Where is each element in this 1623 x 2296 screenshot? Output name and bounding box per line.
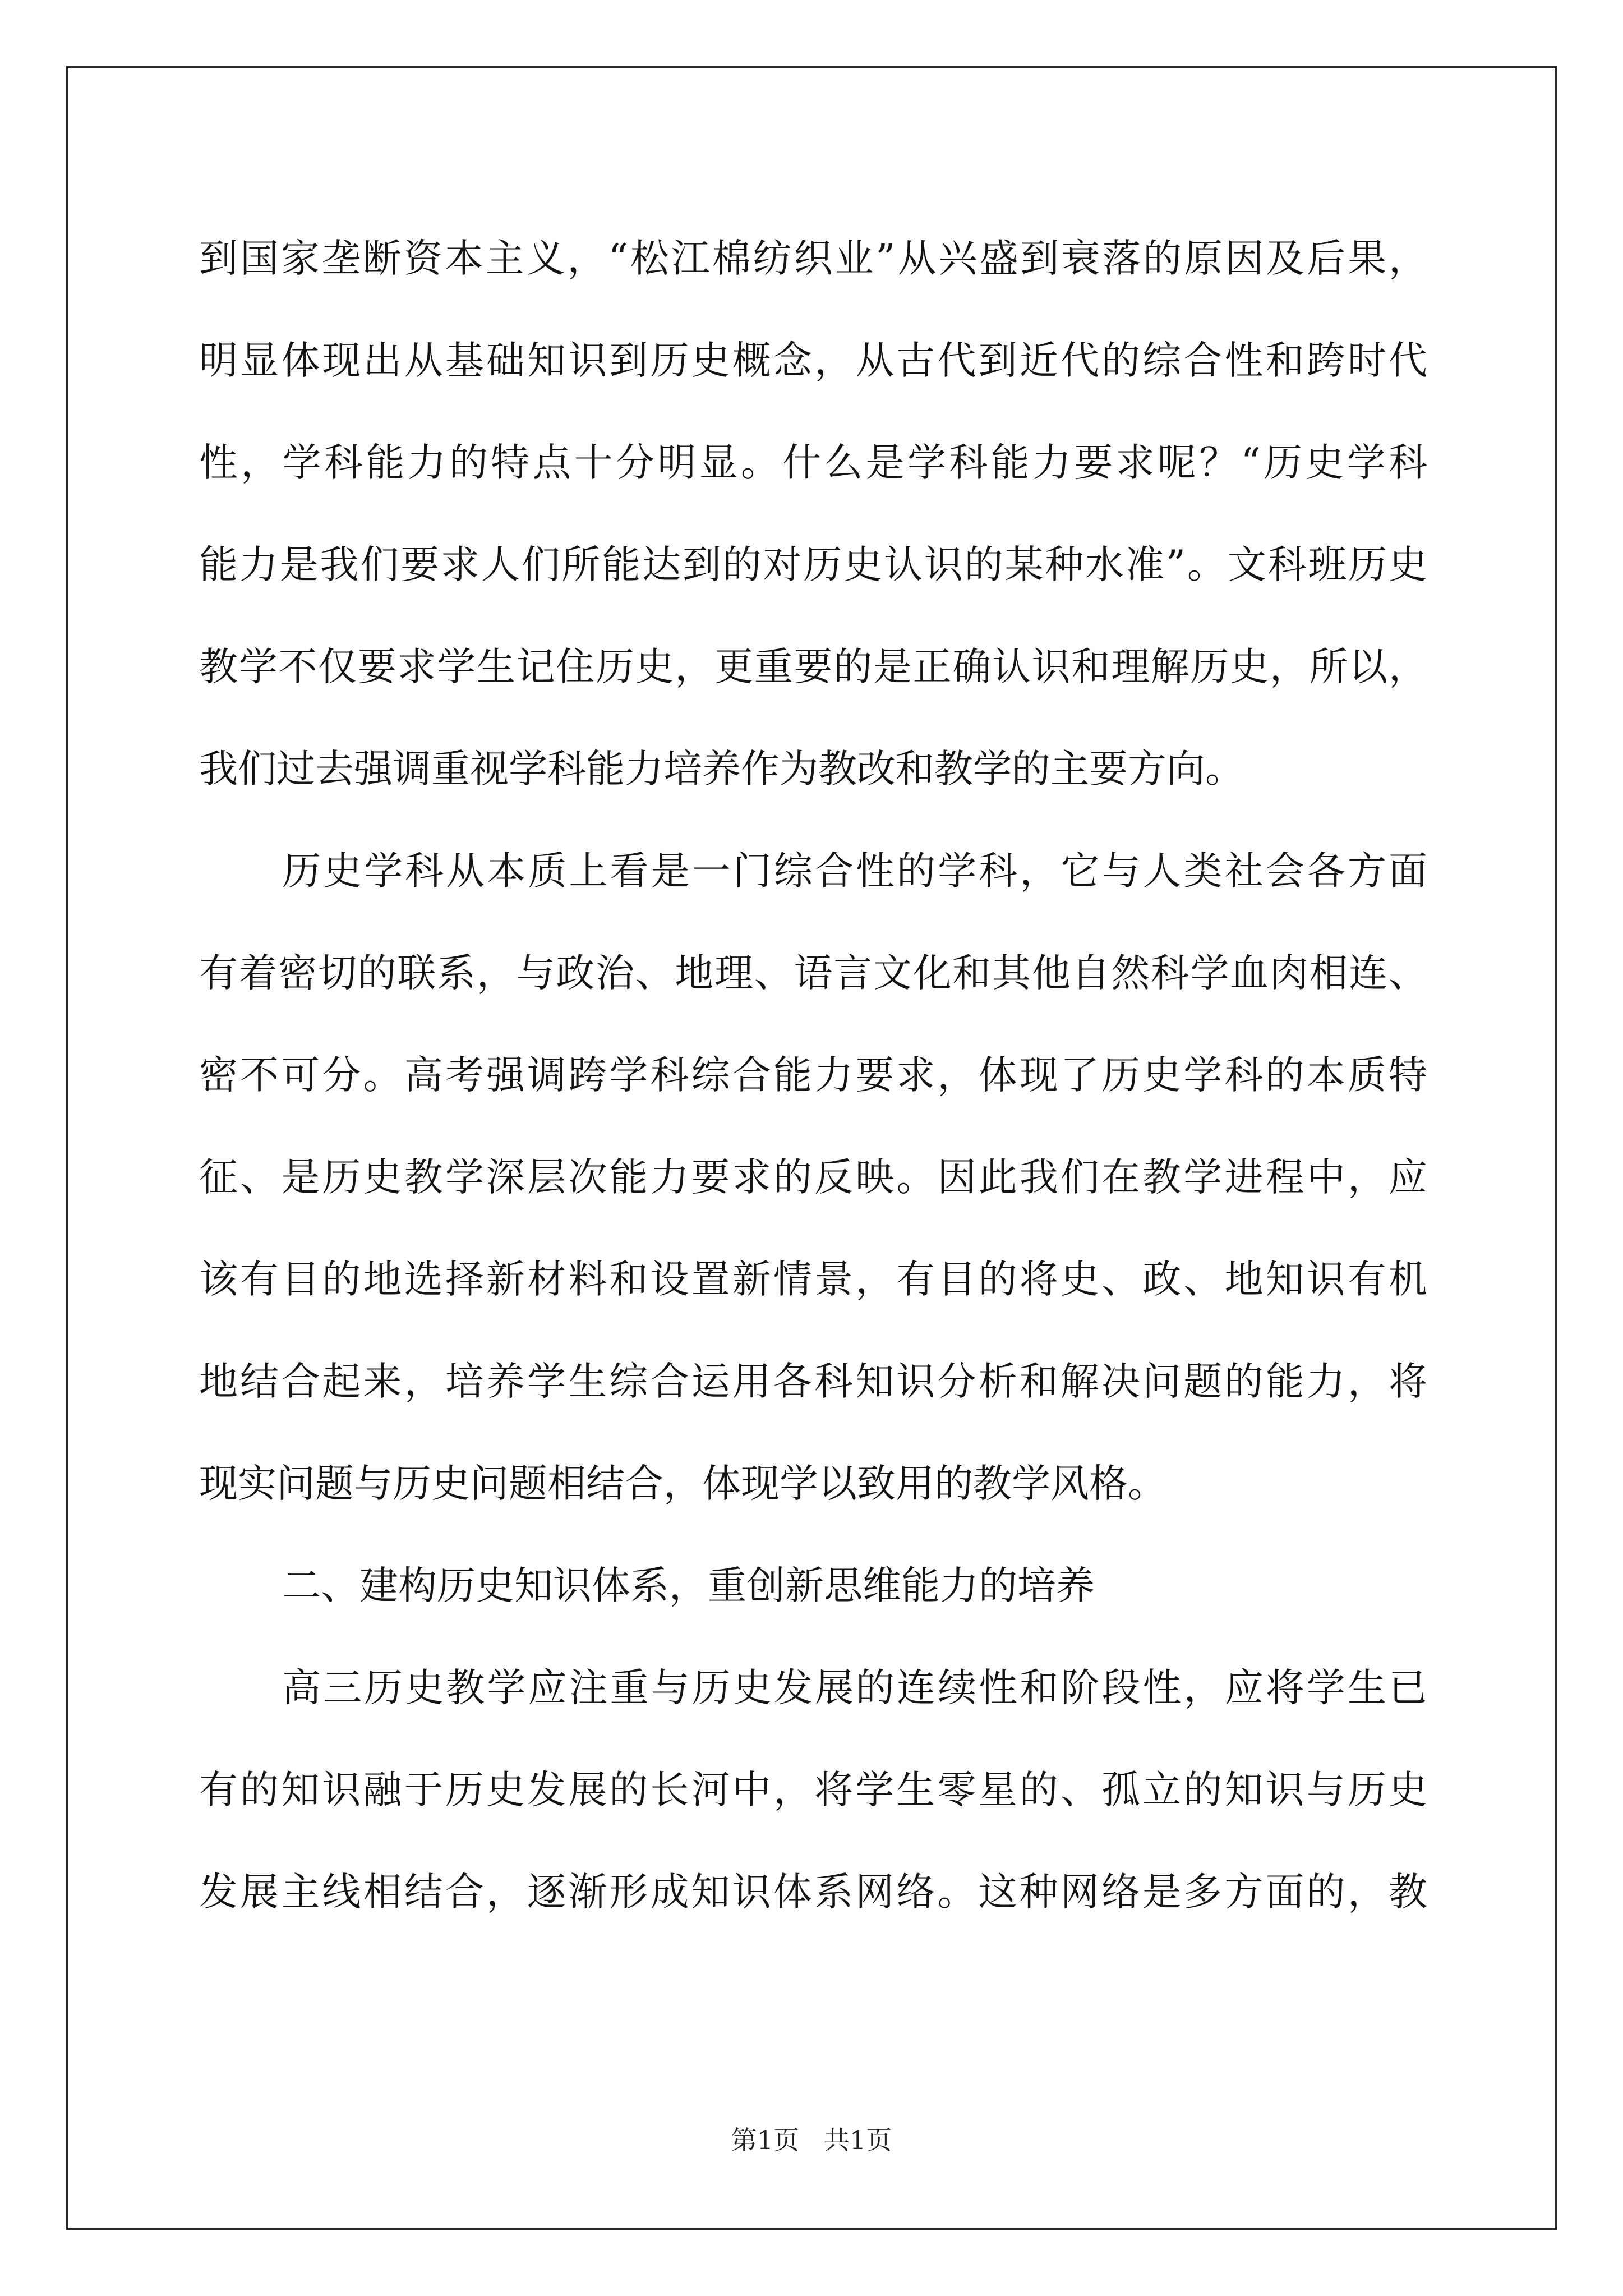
page-total: 共1页 xyxy=(824,2125,892,2155)
text-line: 有的知识融于历史发展的长河中，将学生零星的、孤立的知识与历史 xyxy=(199,1768,1427,1812)
text-line: 我们过去强调重视学科能力培养作为教改和教学的主要方向。 xyxy=(199,747,1244,792)
text-line: 明显体现出从基础知识到历史概念，从古代到近代的综合性和跨时代 xyxy=(199,338,1427,383)
text-line: 密不可分。高考强调跨学科综合能力要求，体现了历史学科的本质特 xyxy=(199,1053,1427,1098)
page-number: 第1页 xyxy=(731,2125,799,2155)
paragraph-start-line: 历史学科从本质上看是一门综合性的学科，它与人类社会各方面 xyxy=(282,849,1427,894)
text-line: 能力是我们要求人们所能达到的对历史认识的某种水准”。文科班历史 xyxy=(199,542,1427,587)
text-line: 地结合起来，培养学生综合运用各科知识分析和解决问题的能力，将 xyxy=(199,1359,1427,1404)
document-body xyxy=(199,208,1427,1943)
text-line: 该有目的地选择新材料和设置新情景，有目的将史、政、地知识有机 xyxy=(199,1257,1427,1302)
text-line: 性，学科能力的特点十分明显。什么是学科能力要求呢？“历史学科 xyxy=(199,440,1427,485)
section-heading: 二、建构历史知识体系，重创新思维能力的培养 xyxy=(282,1563,1095,1608)
text-line: 征、是历史教学深层次能力要求的反映。因此我们在教学进程中，应 xyxy=(199,1155,1427,1200)
text-line: 教学不仅要求学生记住历史，更重要的是正确认识和理解历史，所以， xyxy=(199,645,1427,689)
text-line: 到国家垄断资本主义，“松江棉纺织业”从兴盛到衰落的原因及后果， xyxy=(199,236,1427,281)
text-line: 现实问题与历史问题相结合，体现学以致用的教学风格。 xyxy=(199,1461,1166,1506)
page-footer xyxy=(0,2123,1623,2157)
text-line: 发展主线相结合，逐渐形成知识体系网络。这种网络是多方面的，教 xyxy=(199,1870,1427,1915)
text-line: 有着密切的联系，与政治、地理、语言文化和其他自然科学血肉相连、 xyxy=(199,951,1427,996)
paragraph-start-line: 高三历史教学应注重与历史发展的连续性和阶段性，应将学生已 xyxy=(282,1665,1427,1710)
